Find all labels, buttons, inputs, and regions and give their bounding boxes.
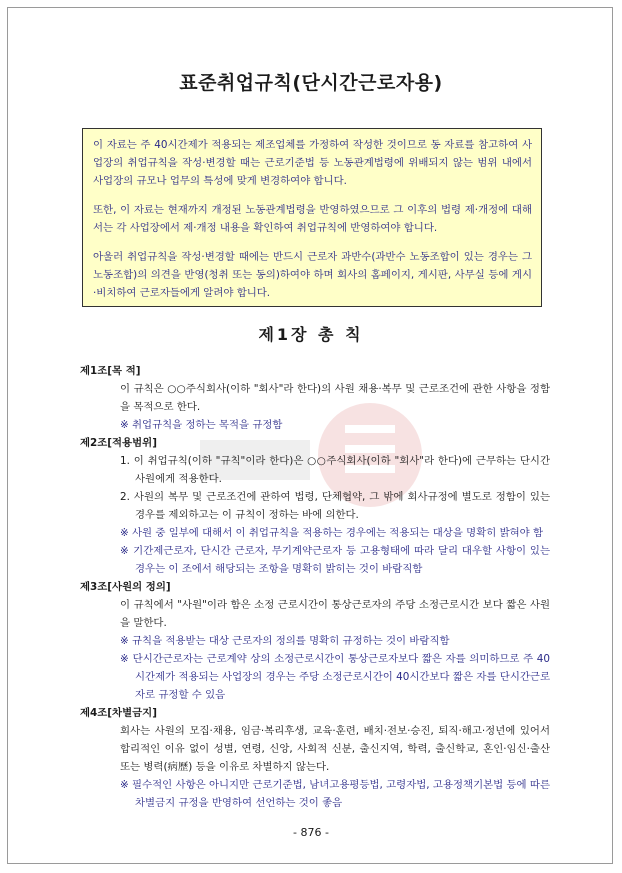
- page-number: - 876 -: [293, 826, 329, 839]
- article-heading: 제4조[차별금지]: [80, 707, 157, 719]
- article-note: ※ 취업규칙을 정하는 목적을 규정함: [120, 419, 283, 431]
- article-heading: 제2조[적용범위]: [80, 437, 157, 449]
- article-note: ※ 필수적인 사항은 아니지만 근로기준법, 남녀고용평등법, 고령자법, 고용정책기본법 등에 따른 차별금지 규정을 반영하여 선언하는 것이 좋음: [120, 779, 550, 809]
- article-heading: 제1조[목 적]: [80, 365, 141, 377]
- notice-paragraph: 또한, 이 자료는 현재까지 개정된 노동관계법령을 반영하였으므로 그 이후의 법령 제·개정에 대해서는 각 사업장에서 제·개정 내용을 확인하여 취업규칙에 반영하여야 합니다.: [93, 204, 532, 234]
- article-text: 이 규칙은 ○○주식회사(이하 "회사"라 한다)의 사원 채용·복무 및 근로조건에 관한 사항을 정함을 목적으로 한다.: [120, 383, 550, 413]
- notice-box: [82, 128, 542, 307]
- article: [80, 434, 550, 578]
- chapter-heading: 제1장 총 칙: [258, 325, 364, 344]
- notice-paragraph: 이 자료는 주 40시간제가 적용되는 제조업체를 가정하여 작성한 것이므로 동 자료를 참고하여 사업장의 취업규칙을 작성·변경할 때는 근로기준법 등 노동관계법령에 위배되지 않는 범위 내에서 사업장의 규모나 업무의 특성에 맞게 변경하여야 합니다.: [93, 139, 532, 187]
- article-note: ※ 규칙을 적용받는 대상 근로자의 정의를 명확히 규정하는 것이 바람직함: [120, 635, 450, 647]
- article: [80, 704, 550, 812]
- article-heading: 제3조[사원의 정의]: [80, 581, 171, 593]
- document-title: 표준취업규칙(단시간근로자용): [179, 72, 443, 94]
- article-note: ※ 단시간근로자는 근로계약 상의 소정근로시간이 통상근로자보다 짧은 자를 의미하므로 주 40시간제가 적용되는 사업장의 경우는 주당 소정근로시간이 40시간보다 짧은 자를 단시간근로자로 규정할 수 있음: [120, 653, 550, 701]
- article-note: ※ 사원 중 일부에 대해서 이 취업규칙을 적용하는 경우에는 적용되는 대상을 명확히 밝혀야 함: [120, 527, 544, 539]
- article-text: 회사는 사원의 모집·채용, 임금·복리후생, 교육·훈련, 배치·전보·승진, 퇴직·해고·정년에 있어서 합리적인 이유 없이 성별, 연령, 신앙, 사회적 신분, 출신지역, 학력, 출신학교, 혼인·임신·출산 또는 병력(病歷) 등을 이유로 차별하지 않는다.: [120, 725, 550, 773]
- article: [80, 362, 550, 434]
- article-item: 2. 사원의 복무 및 근로조건에 관하여 법령, 단체협약, 그 밖에 회사규정에 별도로 정함이 있는 경우를 제외하고는 이 규칙이 정하는 바에 의한다.: [120, 491, 550, 521]
- article-item: 1. 이 취업규칙(이하 "규칙"이라 한다)은 ○○주식회사(이하 "회사"라 한다)에 근무하는 단시간사원에게 적용한다.: [120, 455, 550, 485]
- notice-paragraph: 아울러 취업규칙을 작성·변경할 때에는 반드시 근로자 과반수(과반수 노동조합이 있는 경우는 그 노동조합)의 의견을 반영(청취 또는 동의)하여야 하며 회사의 홈페이지, 게시판, 사무실 등에 게시·비치하여 근로자들에게 알려야 합니다.: [93, 251, 532, 299]
- article-list: [80, 362, 550, 812]
- article-text: 이 규칙에서 "사원"이라 함은 소정 근로시간이 통상근로자의 주당 소정근로시간 보다 짧은 사원을 말한다.: [120, 599, 550, 629]
- article: [80, 578, 550, 704]
- article-note: ※ 기간제근로자, 단시간 근로자, 무기계약근로자 등 고용형태에 따라 달리 대우할 사항이 있는 경우는 이 조에서 해당되는 조항을 명확히 밝히는 것이 바람직함: [120, 545, 550, 575]
